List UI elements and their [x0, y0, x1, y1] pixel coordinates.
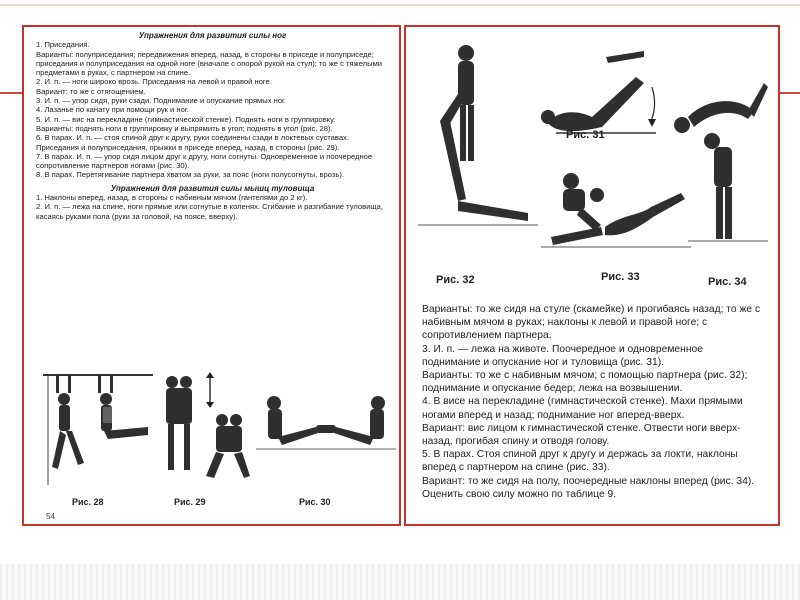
caption-fig-28: Рис. 28 [72, 497, 104, 507]
figure-28-illustration [38, 367, 158, 487]
caption-fig-31: Рис. 31 [566, 129, 605, 141]
left-book-page [22, 25, 401, 526]
heading-torso-strength: Упражнения для развития силы мышц туловища [110, 183, 315, 193]
paragraph: 1. Приседания. [36, 40, 90, 50]
left-text-block-1 [36, 31, 389, 221]
paragraph: 4. Лазанье по канату при помощи рук и ног. [36, 105, 189, 115]
caption-fig-29: Рис. 29 [174, 497, 206, 507]
paragraph: Варианты: то же сидя на стуле (скамейке) и прогибаясь назад; то же с набивным мячом в руках; наклоны к левой и правой ноге; с сопротивлением партнера. [422, 304, 761, 342]
paragraph: 6. В парах. И. п. — стоя спиной друг к другу, руки соединены сзади в локтевых суставах. Приседания и полуприседания, прыжки в приседе вперед, назад, в стороны (рис. 29). [36, 133, 349, 152]
figure-32-illustration [418, 41, 538, 241]
paragraph: 7. В парах. И. п. — упор сидя лицом друг к другу, ноги согнуты. Одновременное и поочередное сопротивление партнеров ногами (рис. 30). [36, 151, 373, 171]
right-text-block [422, 303, 764, 501]
paragraph: Оценить свою силу можно по таблице 9. [422, 488, 617, 500]
caption-fig-33: Рис. 33 [601, 271, 640, 283]
paragraph: Вариант: то же сидя на полу, поочередные наклоны вперед (рис. 34). [422, 475, 755, 487]
heading-leg-strength: Упражнения для развития силы ног [138, 31, 287, 40]
paragraph: 2. И. п. — лежа на спине, ноги прямые или согнутые в коленях. Сгибание и разгибание туловища, касаясь руками пола (руки за головой, на поясе, вверху). [36, 202, 383, 221]
accent-line-right [778, 92, 800, 94]
figure-29-illustration [154, 372, 254, 492]
paragraph: 1. Наклоны вперед, назад, в стороны с набивным мячом (гантелями до 2 кг). [36, 193, 308, 203]
paragraph: 3. И. п. — лежа на животе. Поочередное и одновременное поднимание и опускание ног и туловища (рис. 31). [422, 343, 703, 368]
figure-34-illustration [668, 77, 768, 247]
top-rule [0, 4, 800, 6]
paragraph: Варианты: то же с набивным мячом; с помощью партнера (рис. 32); поднимание и опускание бедер; лежа на возвышении. [422, 370, 748, 395]
paragraph: 8. В парах. Перетягивание партнера хватом за руки, за пояс (ноги полусогнуты, врозь). [36, 170, 344, 180]
paragraph: Вариант: вис лицом к гимнастической стенке. Отвести ноги вверх-назад, прогибая спину и отводя голову. [422, 422, 741, 448]
caption-fig-34: Рис. 34 [708, 276, 747, 288]
paragraph: 5. И. п. — вис на перекладине (гимнастической стенке). Поднять ноги в группировку. [36, 114, 336, 124]
caption-fig-32: Рис. 32 [436, 274, 475, 286]
figure-30-illustration [256, 387, 396, 467]
page-number: 54 [46, 512, 55, 521]
bottom-decoration [0, 564, 800, 600]
paragraph: Варианты: полуприседания; передвижения вперед, назад, в стороны в приседе и полуприседе; приседания и полуприседания на одной ноге (вначале с опорой рукой на стул); то же с тяжелыми предметами в руках, с партнером на спине. [36, 49, 383, 78]
paragraph: Вариант: то же с отягощением. [36, 86, 146, 96]
paragraph: 2. И. п. — ноги широко врозь. Приседания на левой и правой ноге. [36, 77, 272, 87]
paragraph: 4. В висе на перекладине (гимнастической стенке). Махи прямыми ногами вперед и назад; поднимание ног вперед-вверх. [422, 396, 743, 421]
paragraph: 5. В парах. Стоя спиной друг к другу и держась за локти, наклоны вперед с партнером на спине (рис. 33). [422, 449, 738, 474]
accent-line-left [0, 92, 22, 94]
right-book-page [404, 25, 780, 526]
caption-fig-30: Рис. 30 [299, 497, 331, 507]
paragraph: Варианты: поднять ноги в группировку и выпрямить в угол; поднять в угол (рис. 28). [36, 123, 333, 133]
paragraph: 3. И. п. — упор сидя, руки сзади. Поднимание и опускание прямых ног. [36, 96, 287, 106]
